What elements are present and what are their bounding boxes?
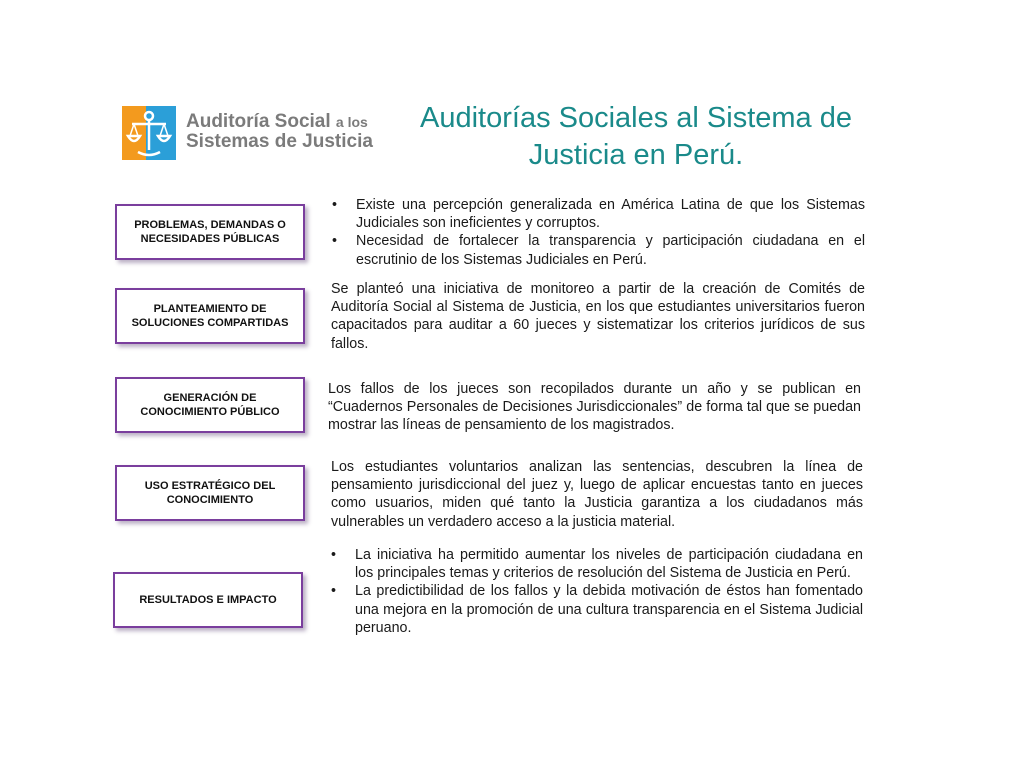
page-title: Auditorías Sociales al Sistema de Justicia en Perú. xyxy=(420,102,852,171)
bullet-list xyxy=(331,196,865,269)
bullet-list xyxy=(330,546,863,637)
section-label-results: RESULTADOS E IMPACTO xyxy=(113,572,303,628)
paragraph: Los estudiantes voluntarios analizan las sentencias, descubren la línea de pensamiento jurisdiccional del juez y, luego de aplicar encuestas tanto en jueces como usuarios, miden qué tanto la Justicia garantiza a los ciudadanos más vulnerables un verdadero acceso a la justicia material. xyxy=(331,459,863,530)
section-label-problems: PROBLEMAS, DEMANDAS O NECESIDADES PÚBLICAS xyxy=(115,204,305,260)
section-body-strategic-use xyxy=(331,458,863,531)
scales-of-justice-icon xyxy=(122,106,176,160)
section-label-strategic-use: USO ESTRATÉGICO DEL CONOCIMIENTO xyxy=(115,465,305,521)
section-label-knowledge: GENERACIÓN DE CONOCIMIENTO PÚBLICO xyxy=(115,377,305,433)
logo-line1-small: a los xyxy=(335,114,368,130)
section-label-solutions: PLANTEAMIENTO DE SOLUCIONES COMPARTIDAS xyxy=(115,288,305,344)
logo-text xyxy=(186,112,373,152)
section-body-knowledge xyxy=(328,380,861,435)
logo xyxy=(118,100,374,166)
bullet-item: • Necesidad de fortalecer la transparencia y participación ciudadana en el escrutinio de los Sistemas Judiciales en Perú. xyxy=(331,232,865,268)
bullet-item: • La predictibilidad de los fallos y la debida motivación de éstos han fomentado una mejora en la promoción de una cultura transparencia en el Sistema Judicial peruano. xyxy=(330,582,863,637)
section-body-results xyxy=(330,546,863,637)
section-body-problems xyxy=(331,196,865,269)
paragraph: Se planteó una iniciativa de monitoreo a partir de la creación de Comités de Auditoría Social al Sistema de Justicia, en los que estudiantes universitarios fueron capacitados para auditar a 60 jueces y sistematizar los criterios jurídicos de sus fallos. xyxy=(331,281,865,352)
paragraph: Los fallos de los jueces son recopilados durante un año y se publican en “Cuadernos Personales de Decisiones Jurisdiccionales” de forma tal que se puedan mostrar las líneas de pensamiento de los magistrados. xyxy=(328,381,861,434)
logo-line2: Sistemas de Justicia xyxy=(186,131,373,152)
logo-line1: Auditoría Social xyxy=(186,111,331,132)
section-body-solutions xyxy=(331,280,865,353)
bullet-item: • La iniciativa ha permitido aumentar los niveles de participación ciudadana en los principales temas y criterios de resolución del Sistema de Justicia en Perú. xyxy=(330,546,863,582)
bullet-item: • Existe una percepción generalizada en América Latina de que los Sistemas Judiciales son ineficientes y corruptos. xyxy=(331,196,865,232)
